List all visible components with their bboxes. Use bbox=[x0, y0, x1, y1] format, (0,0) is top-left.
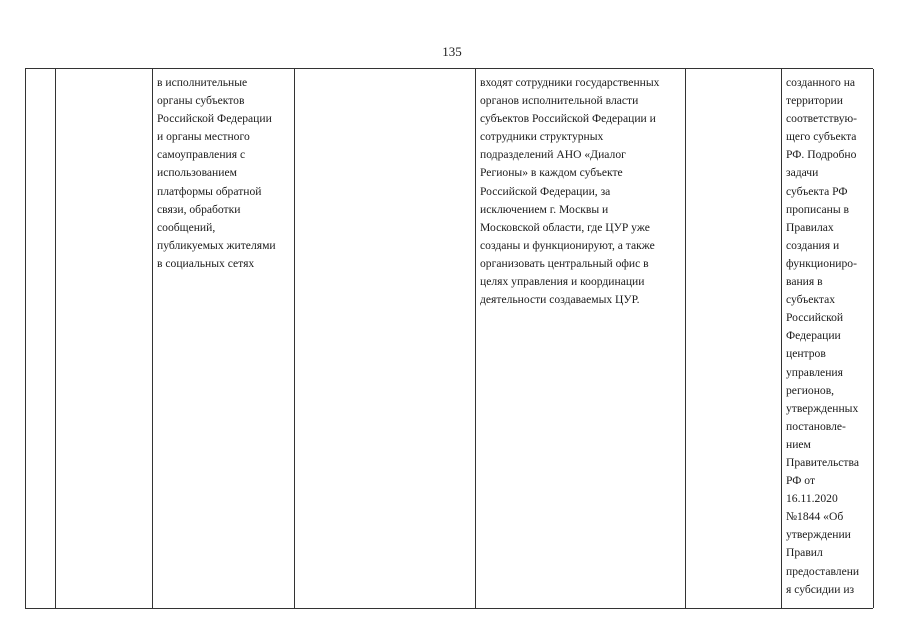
table-cell-text: в исполнительные органы субъектов Российской Федерации и органы местного самоуправления с использованием платформы обратной связи, обработки сообщений, публикуемых жителями в социальных сетях bbox=[157, 76, 276, 270]
table-column-5 bbox=[476, 69, 686, 608]
table-cell-text: созданного на территории соответствую- щего субъекта РФ. Подробно задачи субъекта РФ прописаны в Правилах создания и функциониро- вания в субъектах Российской Федерации центров управления регионов, утвержденных постановле- нием Правительства РФ от 16.11.2020 №1844 «Об утверждении Правил предоставлени я субсидии из bbox=[786, 76, 860, 596]
page-number: 135 bbox=[442, 44, 462, 59]
table-column-6 bbox=[686, 69, 782, 608]
table-column-4 bbox=[295, 69, 476, 608]
table-column-3 bbox=[153, 69, 295, 608]
table-column-1 bbox=[26, 69, 56, 608]
document-table bbox=[25, 68, 873, 609]
table-column-7 bbox=[782, 69, 874, 608]
table-column-2 bbox=[56, 69, 153, 608]
table-cell-text: входят сотрудники государственных органов исполнительной власти субъектов Российской Федерации и сотрудники структурных подразделений АНО «Диалог Регионы» в каждом субъекте Российской Федерации, за исключением г. Москвы и Московской области, где ЦУР уже созданы и функционируют, а также организовать центральный офис в целях управления и координации деятельности создаваемых ЦУР. bbox=[480, 76, 660, 307]
